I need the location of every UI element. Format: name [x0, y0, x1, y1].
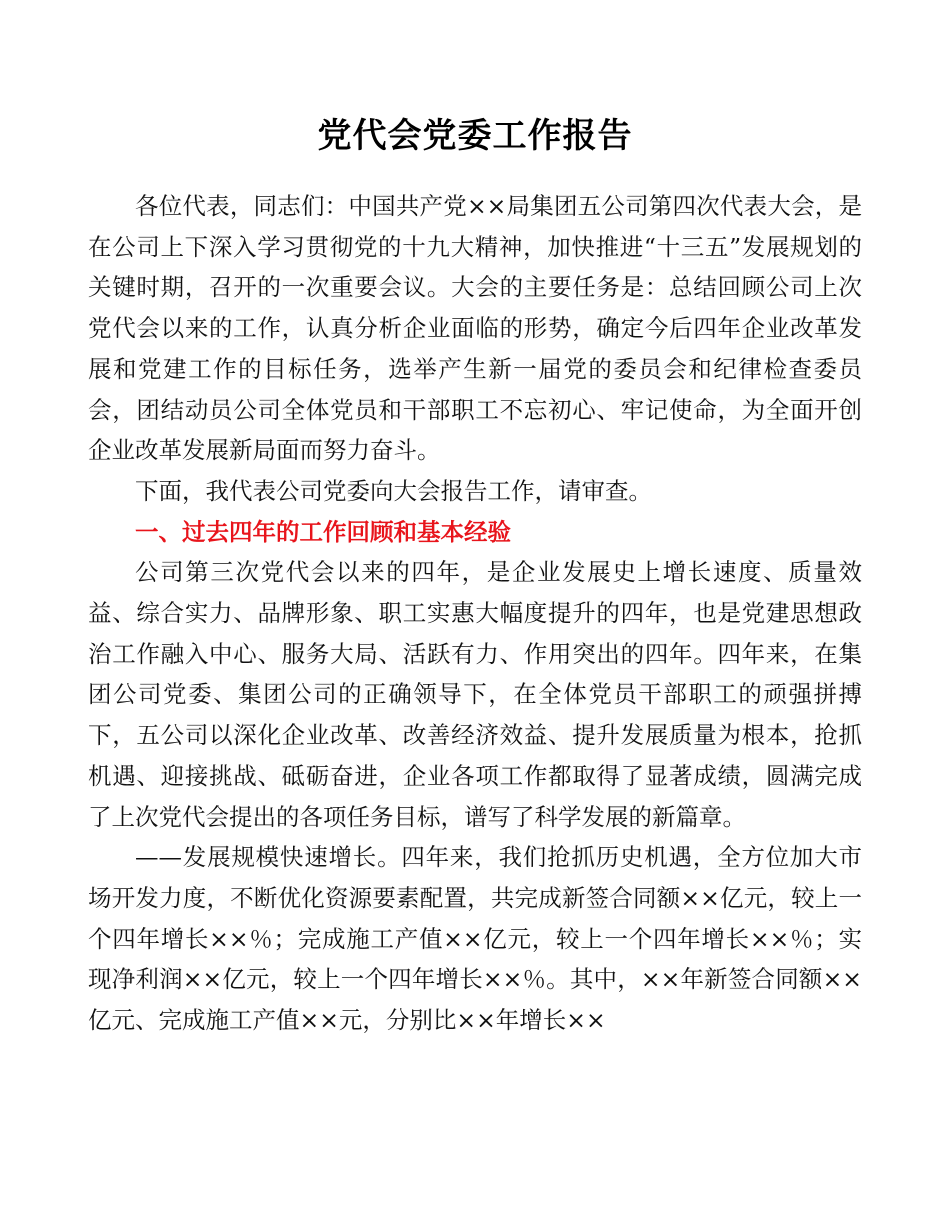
growth-paragraph: ——发展规模快速增长。四年来，我们抢抓历史机遇，全方位加大市场开发力度，不断优化资源要素配置，共完成新签合同额××亿元，较上一个四年增长××％；完成施工产值××亿元，较上一个四年增长××％；实现净利润××亿元，较上一个四年增长××％。其中，××年新签合同额××亿元、完成施工产值××元，分别比××年增长××: [88, 843, 862, 1035]
section-heading: 一、过去四年的工作回顾和基本经验: [135, 517, 511, 546]
review-paragraph: 公司第三次党代会以来的四年，是企业发展史上增长速度、质量效益、综合实力、品牌形象、职工实惠大幅度提升的四年，也是党建思想政治工作融入中心、服务大局、活跃有力、作用突出的四年。四年来，在集团公司党委、集团公司的正确领导下，在全体党员干部职工的顽强拼搏下，五公司以深化企业改革、改善经济效益、提升发展质量为根本，抢抓机遇、迎接挑战、砥砺奋进，企业各项工作都取得了显著成绩，圆满完成了上次党代会提出的各项任务目标，谱写了科学发展的新篇章。: [88, 558, 862, 831]
report-intro-paragraph: 下面，我代表公司党委向大会报告工作，请审查。: [135, 476, 652, 505]
opening-paragraph: 各位代表，同志们：中国共产党××局集团五公司第四次代表大会，是在公司上下深入学习贯彻党的十九大精神，加快推进“十三五”发展规划的关键时期，召开的一次重要会议。大会的主要任务是：总结回顾公司上次党代会以来的工作，认真分析企业面临的形势，确定今后四年企业改革发展和党建工作的目标任务，选举产生新一届党的委员会和纪律检查委员会，团结动员公司全体党员和干部职工不忘初心、牢记使命，为全面开创企业改革发展新局面而努力奋斗。: [88, 192, 862, 465]
document-title: 党代会党委工作报告: [317, 116, 633, 156]
document-body: [88, 186, 862, 1041]
